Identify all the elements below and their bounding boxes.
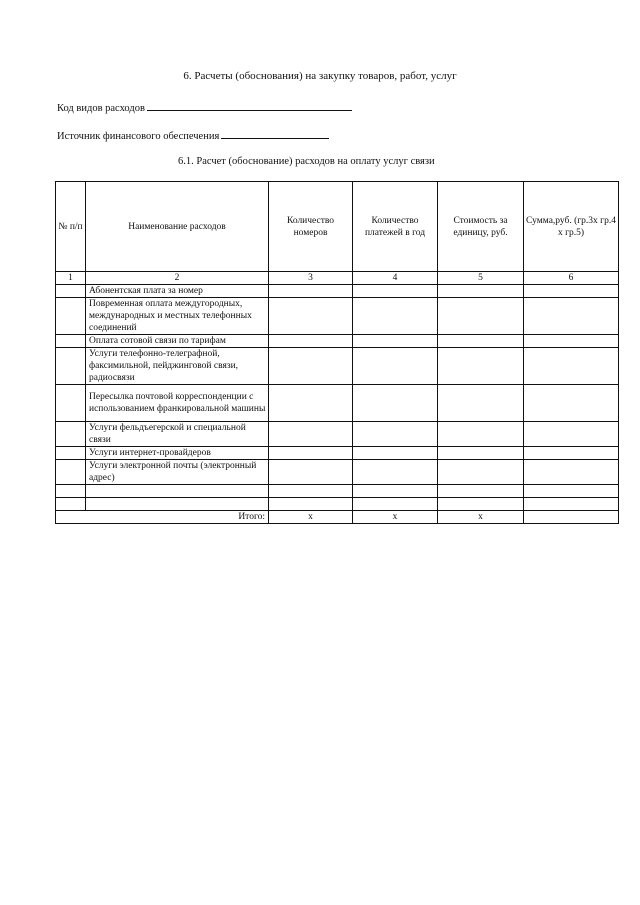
unit-cost-cell[interactable] [438, 285, 524, 298]
row-name: Оплата сотовой связи по тарифам [86, 335, 269, 348]
sum-cell[interactable] [524, 485, 619, 498]
unit-cost-cell[interactable] [438, 335, 524, 348]
row-name: Услуги фельдъегерской и специальной связи [86, 422, 269, 447]
unit-cost-cell[interactable] [438, 485, 524, 498]
unit-cost-cell[interactable] [438, 460, 524, 485]
row-name: Услуги телефонно-телеграфной, факсимильной, пейджинговой связи, радиосвязи [86, 348, 269, 385]
sum-cell[interactable] [524, 298, 619, 335]
table-row [56, 385, 619, 422]
header-sum: Сумма,руб. (гр.3х гр.4 х гр.5) [524, 182, 619, 272]
table-row [56, 447, 619, 460]
table-row [56, 422, 619, 447]
table-row [56, 285, 619, 298]
quantity-cell[interactable] [269, 285, 353, 298]
unit-cost-cell[interactable] [438, 422, 524, 447]
funding-source-field [57, 127, 329, 142]
header-expense-name: Наименование расходов [86, 182, 269, 272]
payments-cell[interactable] [353, 422, 438, 447]
row-name[interactable] [86, 485, 269, 498]
payments-cell[interactable] [353, 335, 438, 348]
row-number-cell[interactable] [56, 385, 86, 422]
row-number-cell[interactable] [56, 298, 86, 335]
row-number-cell[interactable] [56, 498, 86, 511]
column-number: 2 [86, 272, 269, 285]
section-heading: 6. Расчеты (обоснования) на закупку товаров, работ, услуг [183, 70, 457, 82]
expense-code-label: Код видов расходов [57, 103, 145, 114]
sum-cell[interactable] [524, 348, 619, 385]
table-row [56, 298, 619, 335]
unit-cost-cell[interactable] [438, 348, 524, 385]
payments-cell[interactable] [353, 447, 438, 460]
communication-costs-table [55, 181, 619, 524]
quantity-cell[interactable] [269, 335, 353, 348]
table-subheading: 6.1. Расчет (обоснование) расходов на оплату услуг связи [178, 156, 435, 167]
column-number: 6 [524, 272, 619, 285]
table-row-empty [56, 498, 619, 511]
column-number: 4 [353, 272, 438, 285]
sum-cell[interactable] [524, 498, 619, 511]
row-name: Абонентская плата за номер [86, 285, 269, 298]
sum-cell[interactable] [524, 335, 619, 348]
quantity-cell[interactable] [269, 460, 353, 485]
header-quantity-numbers: Количество номеров [269, 182, 353, 272]
row-name: Услуги электронной почты (электронный адрес) [86, 460, 269, 485]
unit-cost-cell[interactable] [438, 298, 524, 335]
funding-source-blank[interactable] [221, 127, 329, 139]
row-number-cell[interactable] [56, 335, 86, 348]
sum-cell[interactable] [524, 285, 619, 298]
payments-cell[interactable] [353, 498, 438, 511]
table-row [56, 335, 619, 348]
table-row [56, 348, 619, 385]
expense-code-blank[interactable] [147, 99, 352, 111]
row-number-cell[interactable] [56, 422, 86, 447]
payments-cell[interactable] [353, 385, 438, 422]
total-mark-payments: x [353, 511, 438, 524]
sum-cell[interactable] [524, 422, 619, 447]
quantity-cell[interactable] [269, 385, 353, 422]
column-number-row [56, 272, 619, 285]
row-name: Услуги интернет-провайдеров [86, 447, 269, 460]
column-number: 5 [438, 272, 524, 285]
funding-source-label: Источник финансового обеспечения [57, 131, 220, 142]
quantity-cell[interactable] [269, 498, 353, 511]
table-row [56, 460, 619, 485]
payments-cell[interactable] [353, 298, 438, 335]
row-number-cell[interactable] [56, 447, 86, 460]
row-name: Пересылка почтовой корреспонденции с использованием франкировальной машины [86, 385, 269, 422]
unit-cost-cell[interactable] [438, 447, 524, 460]
total-sum-cell[interactable] [524, 511, 619, 524]
payments-cell[interactable] [353, 348, 438, 385]
row-number-cell[interactable] [56, 485, 86, 498]
payments-cell[interactable] [353, 285, 438, 298]
total-row [56, 511, 619, 524]
row-number-cell[interactable] [56, 460, 86, 485]
table-row-empty [56, 485, 619, 498]
unit-cost-cell[interactable] [438, 498, 524, 511]
table-header-row [56, 182, 619, 272]
quantity-cell[interactable] [269, 298, 353, 335]
row-name[interactable] [86, 498, 269, 511]
quantity-cell[interactable] [269, 422, 353, 447]
total-mark-quantity: x [269, 511, 353, 524]
total-label: Итого: [56, 511, 269, 524]
quantity-cell[interactable] [269, 348, 353, 385]
row-name: Повременная оплата междугородных, международных и местных телефонных соединений [86, 298, 269, 335]
sum-cell[interactable] [524, 385, 619, 422]
column-number: 3 [269, 272, 353, 285]
total-mark-unit-cost: x [438, 511, 524, 524]
header-payments-per-year: Количество платежей в год [353, 182, 438, 272]
unit-cost-cell[interactable] [438, 385, 524, 422]
row-number-cell[interactable] [56, 285, 86, 298]
quantity-cell[interactable] [269, 447, 353, 460]
column-number: 1 [56, 272, 86, 285]
sum-cell[interactable] [524, 460, 619, 485]
expense-code-field [57, 99, 352, 114]
payments-cell[interactable] [353, 460, 438, 485]
header-unit-cost: Стоимость за единицу, руб. [438, 182, 524, 272]
row-number-cell[interactable] [56, 348, 86, 385]
sum-cell[interactable] [524, 447, 619, 460]
quantity-cell[interactable] [269, 485, 353, 498]
header-number: № п/п [56, 182, 86, 272]
payments-cell[interactable] [353, 485, 438, 498]
